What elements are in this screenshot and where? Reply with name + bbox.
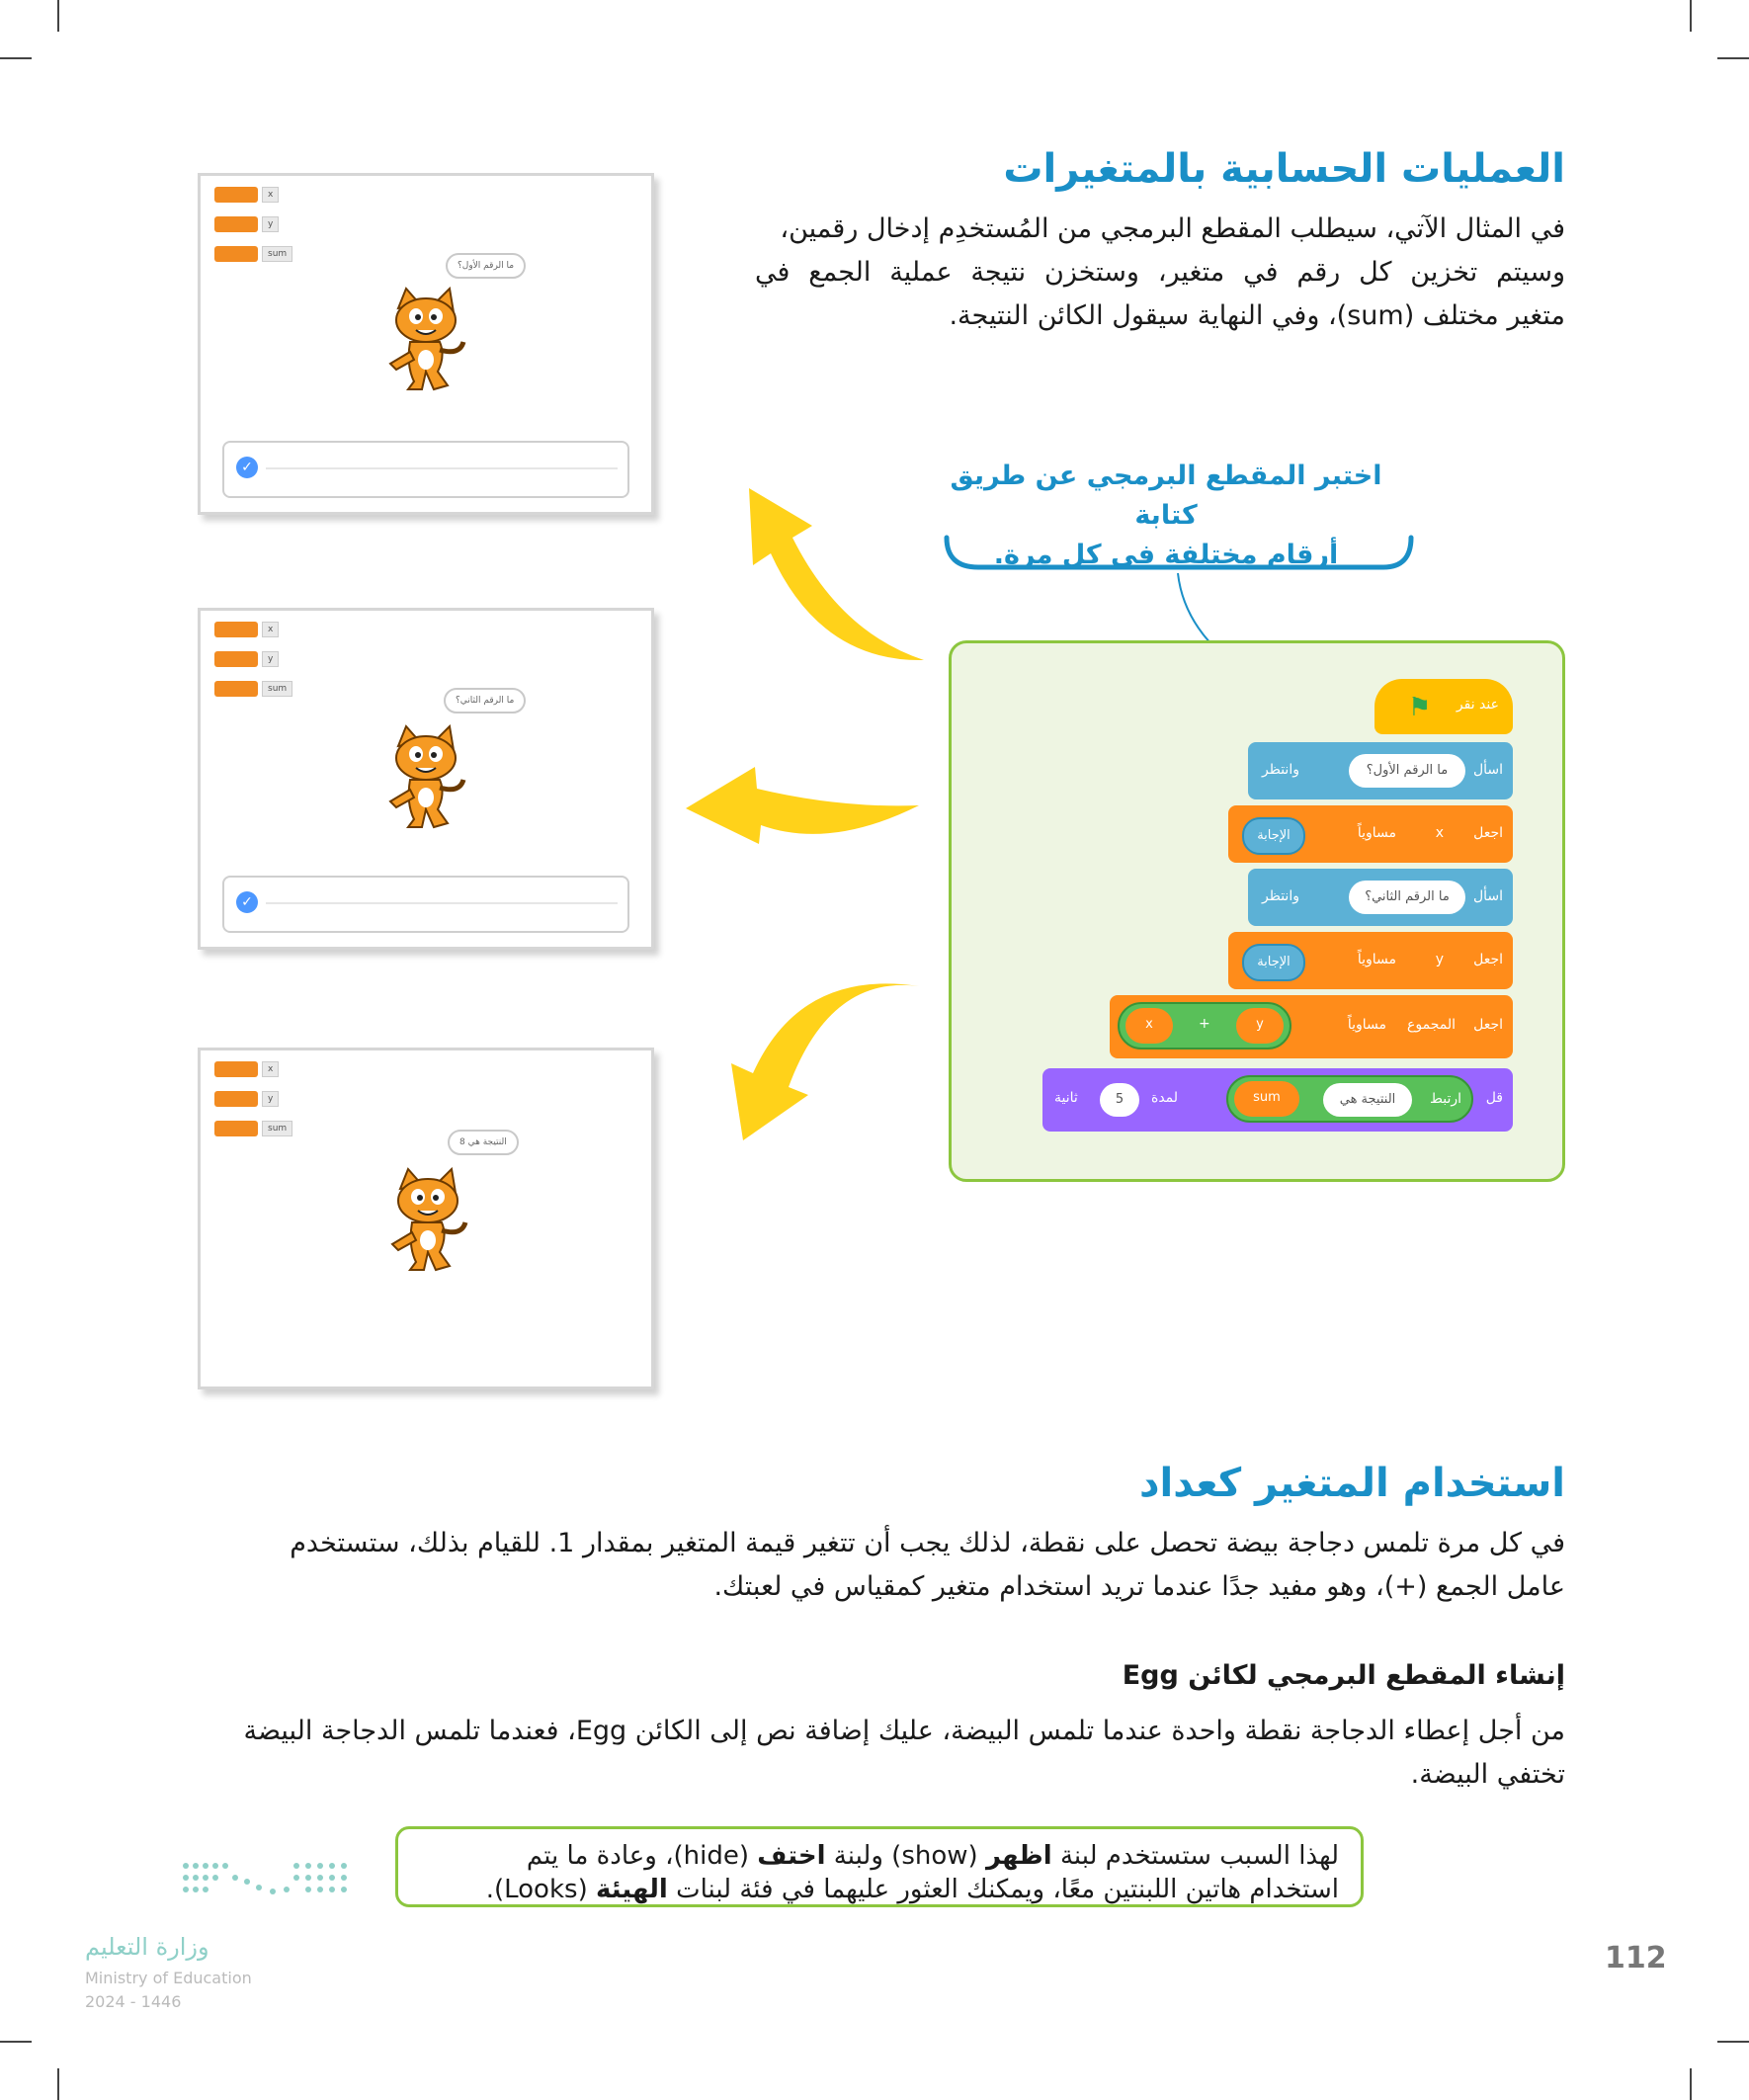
variable-name: x <box>262 622 279 637</box>
variable-monitor <box>214 1060 279 1078</box>
block-label: قل <box>1485 1090 1503 1106</box>
page-number: 112 <box>1605 1941 1667 1975</box>
answer-input[interactable] <box>222 876 629 933</box>
block-label: ارتبط <box>1429 1091 1461 1107</box>
variable-reporter[interactable]: y <box>1236 1008 1284 1044</box>
crop-mark <box>0 57 32 59</box>
arrow-down-icon <box>731 983 919 1140</box>
block-label: اسأل <box>1472 762 1503 778</box>
variable-name: y <box>262 651 279 667</box>
answer-reporter[interactable]: الإجابة <box>1242 817 1305 855</box>
set-variable-block[interactable] <box>1228 805 1513 863</box>
note-line-1: لهذا السبب ستستخدم لبنة اظهر (show) ولبنة اختف (hide)، وعادة ما يتم <box>526 1841 1339 1871</box>
section-title-arithmetic: العمليات الحسابية بالمتغيرات <box>1003 146 1565 192</box>
ministry-logo-icon <box>178 1858 356 1907</box>
crop-mark <box>57 0 59 32</box>
callout-line: اختبر المقطع البرمجي عن طريق كتابة <box>950 461 1382 531</box>
note-line-2: استخدام هاتين اللبنتين معًا، ويمكنك العثور عليهما في فئة لبنات الهيئة (Looks). <box>485 1875 1339 1904</box>
crop-mark <box>1690 0 1692 32</box>
variable-monitor <box>214 1090 279 1108</box>
answer-input[interactable] <box>222 441 629 498</box>
note-keyword: اظهر <box>985 1841 1052 1871</box>
paragraph-line: متغير مختلف (sum)، وفي النهاية سيقول الكائن النتيجة. <box>949 300 1565 331</box>
section-title-counter: استخدام المتغير كعداد <box>1138 1461 1565 1506</box>
ask-and-wait-block[interactable] <box>1248 869 1513 926</box>
arrow-up-icon <box>749 488 924 660</box>
join-operator-block[interactable] <box>1226 1075 1473 1123</box>
seconds-field[interactable]: 5 <box>1100 1083 1139 1117</box>
variable-name: sum <box>262 246 292 262</box>
code-panel <box>949 640 1565 1182</box>
paragraph-line: تختفي البيضة. <box>1410 1759 1565 1790</box>
ask-and-wait-block[interactable] <box>1248 742 1513 799</box>
block-label: عند نقر <box>1456 697 1499 713</box>
variable-monitor <box>214 650 279 668</box>
say-for-seconds-block[interactable] <box>1042 1068 1513 1132</box>
block-label: مساوياً <box>1357 825 1396 841</box>
yellow-arrows <box>672 474 949 1146</box>
variable-name: y <box>262 1091 279 1107</box>
variable-monitor <box>214 215 279 233</box>
check-icon[interactable]: ✓ <box>236 457 258 478</box>
block-label: وانتظر <box>1262 888 1299 904</box>
note-box <box>395 1826 1364 1907</box>
variable-monitor <box>214 621 279 638</box>
section-paragraph-arithmetic <box>755 208 1565 338</box>
crop-mark <box>57 2068 59 2100</box>
crop-mark <box>1690 2068 1692 2100</box>
variable-monitor <box>214 680 292 698</box>
block-label: اجعل <box>1473 1017 1503 1033</box>
cat-sprite-icon <box>376 287 475 395</box>
paragraph-line: في المثال الآتي، سيطلب المقطع البرمجي من المُستخدِم إدخال رقمين، <box>780 213 1565 244</box>
ask-prompt-field[interactable]: ما الرقم الأول؟ <box>1349 754 1465 788</box>
variable-name: sum <box>262 1121 292 1136</box>
note-keyword: الهيئة <box>595 1875 668 1904</box>
set-sum-block[interactable] <box>1110 995 1513 1058</box>
block-label: لمدة <box>1151 1090 1179 1106</box>
note-keyword: اختف <box>757 1841 826 1871</box>
paragraph-line: عامل الجمع (+)، وهو مفيد جدًا عندما تريد استخدام متغير كمقياس في لعبتك. <box>713 1571 1565 1602</box>
variable-name: x <box>262 187 279 203</box>
block-label: مساوياً <box>1357 952 1396 967</box>
check-icon[interactable]: ✓ <box>236 891 258 913</box>
variable-name: y <box>262 216 279 232</box>
block-label: وانتظر <box>1262 762 1299 778</box>
crop-mark <box>1717 2041 1749 2043</box>
paragraph-line: في كل مرة تلمس دجاجة بيضة تحصل على نقطة، لذلك يجب أن تتغير قيمة المتغير بمقدار 1. للقيام بذلك، ستستخدم <box>290 1528 1565 1558</box>
operator-sign: + <box>1199 1016 1210 1032</box>
arrow-left-icon <box>686 767 919 844</box>
ministry-name-en: Ministry of Education <box>85 1969 252 1987</box>
stage-preview-3 <box>198 1048 654 1389</box>
paragraph-line: وسيتم تخزين كل رقم في متغير، وستخزن نتيجة عملية الجمع في <box>755 257 1565 288</box>
block-label: مساوياً <box>1347 1017 1386 1033</box>
ministry-name-ar: وزارة التعليم <box>85 1933 209 1961</box>
crop-mark <box>1717 57 1749 59</box>
join-text-field[interactable]: النتيجة هي <box>1323 1083 1412 1117</box>
cat-sprite-icon <box>378 1167 477 1276</box>
add-operator-block[interactable] <box>1118 1002 1291 1050</box>
ask-prompt-field[interactable]: ما الرقم الثاني؟ <box>1349 881 1465 914</box>
section-paragraph-counter <box>182 1522 1565 1609</box>
variable-name: sum <box>262 681 292 697</box>
paragraph-line: من أجل إعطاء الدجاجة نقطة واحدة عندما تلمس البيضة، عليك إضافة نص إلى الكائن Egg، فعندما تلمس الدجاجة البيضة <box>243 1716 1565 1746</box>
block-label: اسأل <box>1472 888 1503 904</box>
variable-monitor <box>214 245 292 263</box>
set-variable-block[interactable] <box>1228 932 1513 989</box>
variable-dropdown[interactable]: x <box>1435 825 1444 841</box>
variable-reporter[interactable]: x <box>1125 1008 1173 1044</box>
block-label: اجعل <box>1473 952 1503 967</box>
when-flag-clicked-block[interactable] <box>1374 679 1513 734</box>
crop-mark <box>0 2041 32 2043</box>
speech-bubble: النتيجة هي 8 <box>448 1130 519 1155</box>
year-label: 2024 - 1446 <box>85 1992 182 2011</box>
variable-monitor <box>214 186 279 204</box>
subsection-title-egg: إنشاء المقطع البرمجي لكائن Egg <box>1122 1660 1565 1691</box>
block-label: اجعل <box>1473 825 1503 841</box>
speech-bubble: ما الرقم الثاني؟ <box>444 688 526 714</box>
answer-reporter[interactable]: الإجابة <box>1242 944 1305 981</box>
variable-name: x <box>262 1061 279 1077</box>
flag-icon: ⚑ <box>1408 693 1432 722</box>
variable-dropdown[interactable]: المجموع <box>1407 1017 1456 1033</box>
subsection-paragraph-egg <box>182 1710 1565 1797</box>
cat-sprite-icon <box>376 724 475 833</box>
variable-dropdown[interactable]: y <box>1435 952 1444 967</box>
stage-preview-1 <box>198 173 654 515</box>
block-label: ثانية <box>1054 1090 1078 1106</box>
callout-line: أرقام مختلفة في كل مرة. <box>993 540 1339 570</box>
speech-bubble: ما الرقم الأول؟ <box>446 253 526 279</box>
sum-reporter[interactable]: sum <box>1234 1081 1299 1117</box>
variable-monitor <box>214 1120 292 1137</box>
stage-preview-2 <box>198 608 654 950</box>
